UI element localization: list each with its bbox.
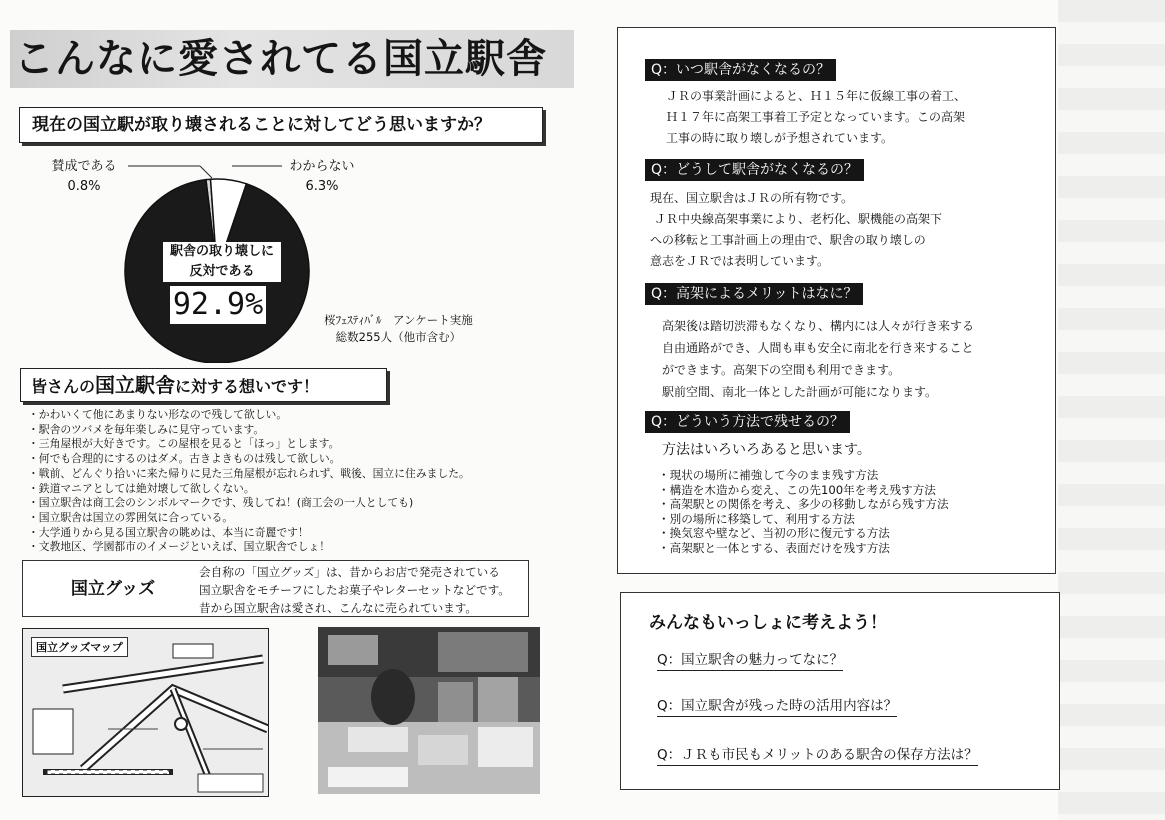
opinions-heading-post: に対する想いです！ [175, 377, 320, 396]
survey-note-line1: 桜ﾌｪｽﾃｨﾊﾞﾙ アンケート実施 [324, 313, 473, 327]
goods-shop-photo [318, 627, 540, 794]
opinions-heading-big: 国立駅舎 [95, 373, 176, 397]
qa-answer-4: 方法はいろいろあると思います。 [662, 442, 871, 458]
think-together-section [620, 592, 1060, 790]
goods-description-line1: 会自称の「国立グッズ」は、昔からお店で発売されている [199, 565, 500, 579]
agree-label-value: 0.8% [67, 179, 101, 194]
methods-list [658, 468, 949, 555]
adjacent-page-bleed [1058, 0, 1165, 820]
list-item: ・ 国立駅舎は商工会のシンボルマークです、残してね！(商工会の一人としても) [28, 496, 548, 511]
survey-question: 現在の国立駅が取り壊されることに対してどう思いますか？ [19, 107, 543, 143]
goods-description-line3: 昔から国立駅舎は愛され、こんなに売られています。 [199, 601, 478, 615]
opinions-heading-pre: 皆さんの [31, 377, 96, 396]
qa-answer-3-line: 駅前空間、南北一体とした計画が可能になります。 [662, 385, 938, 399]
qa-answer-2-line: への移転と工事計画上の理由で、駅舎の取り壊しの [650, 233, 926, 247]
list-item: ・ 鉄道マニアとしては絶対壊して欲しくない。 [28, 482, 548, 497]
list-item: ・ 三角屋根が大好きです。この屋根を見ると「ほっ」とします。 [28, 437, 548, 452]
qa-answer-1 [666, 86, 966, 149]
list-item: ・ 国立駅舎は国立の雰囲気に合っている。 [28, 511, 548, 526]
list-item: ・ 別の場所に移築して、利用する方法 [658, 512, 949, 527]
agree-label-name: 賛成である [51, 159, 117, 174]
goods-title: 国立グッズ [70, 579, 156, 599]
list-item: ・ 大学通りから見る国立駅舎の眺めは、本当に奇麗です！ [28, 526, 548, 541]
qa-answer-1-line: Ｈ１７年に高架工事着工予定となっています。この高架 [666, 110, 966, 124]
opinions-heading [20, 368, 387, 402]
list-item: ・ 文教地区、学園都市のイメージといえば、国立駅舎でしょ！ [28, 540, 548, 555]
main-title: こんなに愛されてる国立駅舎 [10, 30, 574, 88]
list-item: ・ 構造を木造から変え、この先100年を考え残す方法 [658, 483, 949, 498]
qa-question-4: Q：どういう方法で残せるの？ [645, 411, 850, 433]
oppose-label-line2: 反対である [189, 264, 255, 279]
shop-photo-illustration [318, 627, 540, 794]
qa-section [617, 27, 1056, 574]
qa-answer-2-line: 意志をＪＲでは表明しています。 [650, 254, 830, 268]
qa-answer-2-line: 現在、国立駅舎はＪＲの所有物です。 [650, 191, 854, 205]
agree-label [45, 157, 123, 197]
goods-box [22, 560, 529, 617]
think-title: みんなもいっしょに考えよう！ [649, 613, 887, 633]
list-item: ・ 高架駅と一体とする、表面だけを残す方法 [658, 541, 949, 556]
qa-answer-3-line: ができます。高架下の空間も利用できます。 [662, 363, 901, 377]
qa-answer-3-line: 自由通路ができ、人間も車も安全に南北を行き来すること [662, 341, 974, 355]
opinions-list [28, 408, 548, 555]
list-item: ・ 駅舎のツバメを毎年楽しみに見守っています。 [28, 423, 548, 438]
list-item: ・ 現状の場所に補強して今のまま残す方法 [658, 468, 949, 483]
qa-answer-3-line: 高架後は踏切渋滞もなくなり、構内には人々が行き来する [662, 319, 975, 333]
list-item: ・ 換気窓や壁など、当初の形に復元する方法 [658, 526, 949, 541]
think-question-2: Q：国立駅舎が残った時の活用内容は？ [657, 694, 897, 717]
think-question-1: Q：国立駅舎の魅力ってなに？ [657, 648, 843, 671]
oppose-percentage: 92.9% [170, 286, 266, 324]
qa-answer-2 [650, 188, 942, 272]
qa-question-3: Q：高架によるメリットはなに？ [645, 283, 863, 305]
qa-answer-3 [662, 315, 974, 403]
oppose-label [163, 242, 281, 282]
survey-note-line2: 総数255人（他市含む） [335, 330, 462, 344]
goods-description-line2: 国立駅舎をモチーフにしたお菓子やレターセットなどです。 [199, 583, 510, 597]
qa-question-1: Q：いつ駅舎がなくなるの？ [645, 59, 836, 81]
qa-answer-1-line: 工事の時に取り壊しが予想されています。 [666, 131, 894, 145]
oppose-label-line1: 駅舎の取り壊しに [169, 244, 274, 259]
think-question-3: Q：ＪＲも市民もメリットのある駅舎の保存方法は？ [657, 743, 978, 766]
qa-answer-1-line: ＪＲの事業計画によると、Ｈ１５年に仮線工事の着工、 [666, 89, 967, 103]
survey-note [324, 312, 473, 346]
map-title: 国立グッズマップ [31, 637, 128, 657]
list-item: ・ かわいくて他にあまりない形なので残して欲しい。 [28, 408, 548, 423]
unknown-label-value: 6.3% [305, 179, 339, 194]
agree-leader-line-2 [200, 166, 212, 178]
list-item: ・ 戦前、どんぐり拾いに来た帰りに見た三角屋根が忘れられず、戦後、国立に住みました。 [28, 467, 548, 482]
unknown-label [283, 157, 361, 197]
list-item: ・ 何でも合理的にするのはダメ。古きよきものは残して欲しい。 [28, 452, 548, 467]
goods-description [199, 561, 529, 617]
goods-map-image [22, 628, 269, 797]
list-item: ・ 高架駅との関係を考え、多少の移動しながら残す方法 [658, 497, 949, 512]
qa-answer-2-line: ＪＲ中央線高架事業により、老朽化、駅機能の高架下 [654, 212, 943, 226]
qa-question-2: Q：どうして駅舎がなくなるの？ [645, 159, 864, 181]
unknown-label-name: わからない [289, 159, 355, 174]
